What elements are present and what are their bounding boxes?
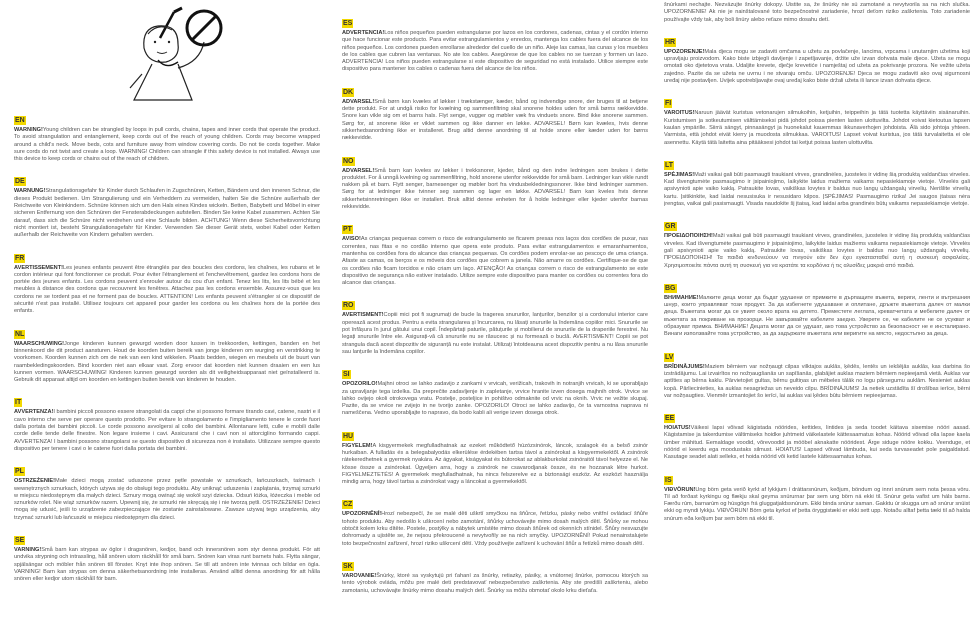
warning-section-gr <box>664 215 970 269</box>
warning-body: Små børn kan kvæles af løkker i trækstænger, kæder, bånd og indvendige snore, der bruges til at betjene dette produkt. For at undgå risiko for kvælning og sammenfiltring skal snorene holdes uden for små børns rækkevidde. Snore kan vikle sig om et barns hals. Flyt senge, vugger og møbler væk fra vinduets snore. Bind ikke snorene sammen. Sørg for, at snorene ikke er viklet sammen og ikke danner en løkke. ADVARSEL! Børn kan kvæles, hvis denne sikkerhedsanordning ikke er installeret. Brug altid denne anordning til at holde snore eller kæder uden for børns rækkevidde. <box>342 98 648 142</box>
language-code-badge: BG <box>665 284 676 292</box>
language-code-badge: NL <box>15 330 25 338</box>
warning-text <box>14 265 320 316</box>
warning-body: Små barn kan strypas av öglor i dragsnören, kedjor, band och innersnören som styr denna produkt. För att undvika strypning och intrassling, håll snören utom räckhåll för små barn. Snören kan viras runt barnets hals. Flytta sängar, spjälsängar och möbler från snören till fönster. Knyt inte ihop snören. Se till att snören inte tvinnas och bildar en ögla. VARNING! Barn kan strypas om denna säkerhetsanordning inte installeras. Använd alltid denna anordning för att hålla snören eller kedjor utom räckhåll för barn. <box>14 546 320 583</box>
language-code-badge: IS <box>665 476 672 484</box>
warning-keyword: WAARSCHUWING! <box>14 340 65 347</box>
warning-body: Jonge kinderen kunnen gewurgd worden door lussen in trekkoorden, kettingen, banden en het binnenkoord die dit product aansturen. Houd de koorden buiten bereik van jonge kinderen om wurging en verstrikking te voorkomen. Koorden kunnen zich om de nek van een kind wikkelen. Plaats bedden, wiegen en meubels uit de buurt van raambekledingskoorden. Bind koorden niet aan elkaar vast. Zorg ervoor dat koorden niet kunnen draaien en een lus kunnen vormen. WAARSCHUWING! Kinderen kunnen gewurgd worden als dit veiligheidsapparaat niet geïnstalleerd is. Gebruik dit apparaat altijd om koorden en kettingen buiten bereik van kinderen te houden. <box>14 340 320 384</box>
warning-keyword: FIGYELEM! <box>342 442 373 449</box>
warning-text <box>14 188 320 239</box>
warning-body: Los niños pequeños pueden estrangularse por lazos en los cordones, cadenas, cintas y el cordón interno que hace funcionar este producto. Para evitar estrangulamientos y enredos, mantenga los cables fuera del alcance de los niños pequeños. Los cordones pueden enrollarse alrededor del cuello de un niño. Aleje las camas, las cunas y los muebles de los cables que cubren las ventanas. No ate los cables. Asegúrese de que los cables no se tuerzan y formen un lazo. ADVERTENCIA! Los niños pueden estrangularse si este dispositivo de seguridad no está instalado. Utilice siempre este dispositivo para mantener los cables o cadenas fuera del alcance de los niños. <box>342 30 648 73</box>
warning-body: Šnúrky, ktoré sa vyskytujú pri ťahaní za šnúrky, retiazky, pásiky, a vnútornej šnúrke, pomocou ktorých sa tento výrobok ovláda, môžu pre malé deti predstavovať nebezpečenstvo zaškrtenia. Aby ste predišli zaškrteniu, alebo zamotaniu, uchovávajte šnúrky mimo dosahu malých detí. Šnúrky sa môžu obmotať okolo krku dieťaťa. <box>342 572 648 594</box>
warning-keyword: AVVERTENZA! <box>14 409 54 416</box>
warning-body: Maži vaikai gali būti pasmaugti traukiant virves, grandinėles, juosteles ir vidinę šią produktą valdančias virveles. Kad išvengtumėte pasmaugimo ir įsipainiojimo, laikykite laidus mažiems vaikams nepasiekiamoje vietoje. Virvelės gali apsivynioti apie vaiko kaklą. Patraukite lovas, vaikiškas lovytes ir baldus nuo langų uždangalų virvelių. ΠΡΟΕΙΔΟΠΟΙΗΣΗ! Τα παιδιά κινδυνεύουν να πνιγούν εάν δεν έχει εγκατασταθεί αυτή η συσκευή ασφαλείας. Χρησιμοποιείτε πάντα αυτή τη συσκευή για να κρατάτε τα κορδόνια ή τις αλυσίδες μακριά από παιδιά. <box>664 233 970 269</box>
language-code-badge: EN <box>15 117 25 124</box>
warning-section-is <box>664 469 970 523</box>
warning-keyword: AVERTISMENT! <box>342 312 384 319</box>
warning-keyword: AVERTISSEMENT! <box>14 264 63 271</box>
warning-text <box>14 478 320 522</box>
language-code-badge: SI <box>343 371 350 379</box>
language-code-badge: CZ <box>343 501 353 509</box>
warning-text <box>342 443 648 487</box>
warning-text <box>14 341 320 385</box>
warning-body: Малките деца могат да бъдат удушени от примките в дърпащите въжета, вериги, ленти и вътрешния шнур, които управляват този продукт. За да избегнете удушаване и оплитане, дръжте въжетата далеч от малки деца. Въжетата могат да се увият около врата на детето. Преместете леглата, креватчетата и мебелите далеч от въжетата за покриване на прозорци. Не завързвайте кабелите заедно. Уверете се, че кабелите не се усукват и образуват примка. ВНИМАНИЕ! Децата могат да се удушат, ако това устройство за безопасност не е инсталирано. Винаги използвайте това устройство, за да задържате въжетата или веригите на място, недостъпно за деца. <box>664 294 970 338</box>
warning-body: Naruun jäävät kuristua vetonarujen silmukoihin, ketjuihin, teippeihin ja tätä tuotetta käyttäviin sisänaruihin. Kuristumisen ja sotkeutumisen välttämiseksi pidä johdot poissa pienten lasten ulottuvilta. Johdot voivat kietoutua lapsen kaulan ympärille. Siirrä sängyt, pinnasängyt ja huonekalut kauemmas ikkunaverhojen johdoista. Älä sido johtoja yhteen. Varmista, että johdot eivät kierry ja muodosta silmukkaa. VAROITUS! Lapset voivat kuristua, jos tätä turvalaitetta ei ole asennettu. Käytä tätä laitetta aina pitääksesi johdot tai ketjut poissa lasten ulottuvilta. <box>664 110 970 146</box>
warning-body: A kisgyermekek megfulladhatnak az ezeket működtető húzózsinórok, láncok, szalagok és a belső zsinór hurkaiban. A fulladás és a belegabalyodás elkerülése érdekében tartsa távol a zsinórokat a kisgyermekektől. A zsinórok rátekeredhetnek a gyermek nyakára. Az ágyakat, kiságyakat és bútorokat az ablakburkolat zsinóraitól távol helyezze el. Ne kösse össze a zsinórokat. Ügyeljen arra, hogy a zsinórok ne csavarodjanak össze, és ne hozzanak létre hurkot. FIGYELMEZTETÉS! A gyermekek megfulladhatnak, ha nincs felszerelve ez a biztonsági eszköz. Az eszközt használja mindig arra, hogy távol tartsa a zsinórokat vagy a láncokat a gyermekektől. <box>342 442 648 486</box>
language-code-badge: SE <box>15 536 25 544</box>
warning-section-pl <box>14 460 320 522</box>
warning-section-sk <box>342 555 648 595</box>
language-code-badge: PL <box>15 468 24 476</box>
warning-body: Les jeunes enfants peuvent être étranglés par des boucles des cordons, les chaînes, les rubans et le cordon intérieur qui font fonctionner ce produit. Pour éviter l'étranglement et l'enchevêtrement, gardez les cordons hors de portée des jeunes enfants. Les cordons peuvent s'enrouler autour du cou d'un enfant. Tenez les lits, les lits bébé et les meubles à distance des cordons que recouvrent les fenêtres. Attachez pas les cordons ensemble. Assurez-vous que les cordons ne se tordent pas et ne forment pas de boucles. ATTENTION! Les enfants peuvent s'étrangler si ce dispositif de sécurité n'est pas installé. Utilisez toujours cet appareil pour garder les cordons ou les chaînes hors de la portée des enfants. <box>14 264 320 315</box>
warning-keyword: SPĖJIMAS! <box>664 171 695 178</box>
language-code-badge: GR <box>665 223 676 231</box>
language-code-badge: LV <box>665 353 674 361</box>
leaflet-column-1 <box>14 0 320 590</box>
warning-section-lt <box>664 154 970 208</box>
language-code-badge: FI <box>665 100 672 108</box>
warning-keyword: ΠΡΟΕΙΔΟΠΟΙΗΣΗ! <box>664 233 713 240</box>
warning-section-fi <box>664 92 970 146</box>
warning-keyword: HOIATUS! <box>664 425 691 432</box>
warning-section-pt <box>342 218 648 287</box>
warning-keyword: WARNING! <box>14 127 43 133</box>
warning-text <box>664 295 970 339</box>
warning-body: Mala djeca mogu se zadaviti omčama u užetu za povlačenje, lancima, vrpcama i unutarnjim užetima koji upravljaju proizvodom. Kako biste izbjegli davljenje i zapetljavanje, držite uže izvan dohvata male djece. Užeta se mogu omotati oko djetetova vrata. Udaljite krevete, dječje krevetiće i namještaj od užeta za pokrivanje prozora. Ne vežite užeta zajedno. Pazite da se užeta ne uvrnu i ne stvaraju omču. UPOZORENJE! Djeca se mogu zadaviti ako ovaj sigurnosni uređaj nije postavljen. Uvijek upotrebljavajte ovaj uređaj kako biste držali užeta ili lance izvan dohvata djece. <box>664 48 970 85</box>
warning-body: Väikesi lapsi võivad kägistada nöörides, kettides, lintides ja seda toodet käitava sisemise nööri aasad. Kägistamise ja takerdumise vältimiseks hoidke juhtmeid väikelastele kättesaamatus kohas. Nöörid võivad olla lapse kaela ümber mähitud. Eemaldage voodid, võrevoodid ja mööbel aknakatte nööridest. Ärge siduge nööre kokku. Veenduge, et nöörid ei keerdu ega moodustaks silmust. HOIATUS! Lapsed võivad lämbuda, kui seda turvaseadet pole paigaldatud. Kasutage seadet alati selleks, et hoida nöörid või ketid lastele kättesaamatus kohas. <box>664 425 970 461</box>
warning-section-it <box>14 391 320 453</box>
warning-text <box>342 30 648 74</box>
warning-body: Małe dzieci mogą zostać uduszone przez pętle powstałe w sznurkach, łańcuszkach, taśmach i wewnętrznych sznurkach, których używa się do obsługi tego produktu. Aby uniknąć uduszenia i zaplątania, trzymaj sznurki w miejscu niedostępnym dla małych dzieci. Sznury mogą owinąć się wokół szyi dziecka. Odsuń łóżka, łóżeczka i meble od sznurków rolet. Nie wiąż sznurków razem. Upewnij się, że sznurki nie skręcają się i nie tworzą pętli. OSTRZEŻENIE! Dzieci mogą się udusić, jeśli to urządzenie zabezpieczające nie zostanie zainstalowane. Zawsze używaj tego urządzenia, aby trzymać sznurki lub łańcuszki w miejscu niedostępnym dla dzieci. <box>14 478 320 521</box>
warning-keyword: ВНИМАНИЕ! <box>664 294 699 301</box>
warning-section-ro <box>342 294 648 356</box>
leaflet-column-3 <box>664 2 970 530</box>
warning-keyword: UPOZORENJE! <box>664 48 705 55</box>
warning-section-bg <box>664 277 970 339</box>
warning-text <box>342 573 648 595</box>
warning-body: Majhni otroci se lahko zadavijo z zankami v vrvicah, verižicah, trakovih in notranjih vrvicah, ki se uporabljajo za upravljanje tega izdelka. Da preprečite zadavljenje in zapletanje, vrvice hranite izven dosega majhnih otrok. Vrvice se lahko ovijejo okoli otrokovega vratu. Postelje, posteljice in pohištvo odmaknite od vrvic na oknih. Vrvic ne vežite skupaj. Pazite, da se vrvice ne zvijejo in ne tvorijo zanke. OPOZORILO! Otroci se lahko zadavijo, če ta varnostna naprava ni nameščena. Vedno uporabljajte to napravo, da bodo kabli ali verige izven dosega otrok. <box>342 381 648 417</box>
warning-section-ee <box>664 407 970 461</box>
warning-keyword: WARNUNG! <box>14 188 46 195</box>
warning-section-de <box>14 170 320 239</box>
warning-text <box>14 547 320 583</box>
warning-body: As crianças pequenas correm o risco de estrangulamento se ficarem presas nos laços dos cordões de puxar, nas correntes, nas fitas e no cordão interno que opera este produto. Para evitar estrangulamentos e emaranhamentos, mantenha os cordões fora do alcance das crianças pequenas. Os cordões podem enrolar-se ao pescoço de uma criança. Afaste as camas, os berços e os móveis dos cordões que cobrem a janela. Não amarre os cordões. Certifique-se de que os cordões não ficam torcidos e não criam um laço. ATENÇÃO! As crianças correm o risco de estrangulamento se este dispositivo de segurança não estiver instalado. Utilize sempre este dispositivo para manter os cordões ou correntes fora do alcance das crianças. <box>342 236 648 287</box>
warning-keyword: OSTRZEŻENIE! <box>14 478 56 485</box>
warning-text <box>342 99 648 143</box>
warning-section-dk <box>342 81 648 143</box>
warning-text <box>342 381 648 417</box>
warning-body: Maziem bērniem var nožņaugt cilpas vilktajos auklās, ķēdēs, lentēs un iekšējās auklās, kas darbina šo izstrādājumu. Lai izvairītos no nožņaugšanās un sapīšanās, glabājiet auklas maziem bērniem nepieejamā vietā. Auklas var aptīties ap bērna kaklu. Pārvietojiet gultas, bērnu gultiņas un mēbeles tālāk no logu pārsegumu auklām. Nesieniet auklas kopā. Pārliecinieties, ka auklas nesagriežas un neveido cilpu. BRĪDINĀJUMS! Ja netiek uzstādīta šī drošības ierīce, bērni var nožņaugties. Vienmēr izmantojiet šo ierīci, lai auklas vai ķēdes būtu bērniem nepieejamas. <box>664 363 970 399</box>
language-code-badge: IT <box>15 399 22 407</box>
language-code-badge: DE <box>15 178 25 186</box>
language-code-badge: PT <box>343 226 352 234</box>
language-code-badge: EE <box>665 415 675 423</box>
warning-keyword: AVISO! <box>342 236 361 243</box>
warning-keyword: VAROVANIE! <box>342 572 377 579</box>
warning-text <box>342 236 648 287</box>
language-code-badge: HR <box>665 38 676 46</box>
warning-keyword: VARNING! <box>14 546 42 553</box>
warning-body: Maži vaikai gali būti pasmaugti traukiant virves, grandinėles, juosteles ir vidinę šią produktą valdančias virveles. Kad išvengtumėte pasmaugimo ir įsipainiojimo, laikykite laidus mažiems vaikams nepasiekiamoje vietoje. Virvelės gali apsivynioti apie vaiko kaklą. Patraukite lovas, vaikiškas lovytes ir baldus nuo langų uždangalų virvelių. Nerišlite virvelių kartu. Įsitikinkite, kad laidai nesusisuka ir nesusidaro kilpos. ĮSPĖJIMAS! Pasmaugimo rizika! Jei saugos įtaisas nėra įrengtas, vaikai gali pasismaugti. Visada naudokite šį įtaisą, kad laidai arba grandinės būtų vaikams nepasiekiamoje vietoje. <box>664 171 970 208</box>
warning-keyword: UPOZORNĚNÍ! <box>342 511 382 518</box>
warning-body: Young children can be strangled by loops in pull cords, chains, tapes and inner cords that operate the product. To avoid strangulation and entanglement, keep cords out of the reach of young children. Cords may become wrapped around a child's neck. Move beds, cots and furniture away from window covering cords. Do not tie cords together. Make sure cords do not twist and create a loop. WARNING! Children can strangle if this safety device is not installed. Always use this device to keep cords or chains out of the reach of children. <box>14 127 320 163</box>
warning-keyword: ADVERTENCIA! <box>342 30 385 36</box>
warning-section-en <box>14 109 320 163</box>
warning-text <box>14 127 320 163</box>
warning-body: Copiii mici pot fi sugrumați de bucle la tragerea snururilor, lanțurilor, benzilor și a cordonului interior care operează acest produs. Pentru a evita strangularea și încurcarea, nu lăsați snururile la îndemâna copiilor mici. Snururile se pot înfășura în jurul gâtului unui copil. Îndepărtați paturile, pătuțurile și mobilierul de snururile de la draperiile ferestrei. Nu legați snururile între ele. Asigurați-vă că snururile nu se răsucesc și nu formează o buclă. AVERTISMENT! Copiii se pot strangula dacă acest dispozitiv de siguranță nu este instalat. Utilizați întotdeauna acest dispozitiv pentru a nu lăsa snururile sau lanțurile la îndemâna copiilor. <box>342 312 648 355</box>
warning-section-es <box>342 12 648 74</box>
leaflet-column-2 <box>342 12 648 602</box>
language-code-badge: RO <box>343 302 354 310</box>
warning-text <box>342 168 648 212</box>
warning-text <box>664 425 970 461</box>
language-code-badge: HU <box>343 432 354 440</box>
warning-section-si <box>342 363 648 417</box>
warning-text <box>664 49 970 85</box>
warning-section-nl <box>14 323 320 385</box>
warning-text <box>342 312 648 356</box>
warning-section-cz <box>342 493 648 547</box>
warning-section-hr <box>664 31 970 85</box>
warning-keyword: VIÐVÖRUN! <box>664 486 696 493</box>
warning-section-fr <box>14 247 320 316</box>
warning-body: Små barn kan kveles av løkker i trekksnorer, kjeder, bånd og den indre ledningen som brukes i dette produktet. For å unngå kvelning og sammenfiltring, hold snorene utenfor rekkevidde for små barn. Ledninger kan vikle rundt nakken på et barn. Flytt senger, barnesenger og møbler bort fra vindusbekledningssnorer. Ikke bind ledninger sammen. Sørg for at ledninger ikke tvinner seg sammen og lager en løkke. ADVARSEL! Barn kan kveles hvis denne sikkerhetsinnretningen ikke er installert. Bruk alltid denne enheten for å holde ledninger eller kjeder utenfor barnas rekkevidde. <box>342 167 648 211</box>
warning-keyword: BRĪDINĀJUMS! <box>664 363 705 370</box>
language-code-badge: ES <box>343 20 353 27</box>
language-code-badge: NO <box>343 157 354 165</box>
warning-keyword: OPOZORILO! <box>342 381 378 388</box>
warning-body: Strangulationsgefahr für Kinder durch Schlaufen in Zugschnüren, Ketten, Bändern und den inneren Schnur, die dieses Produkt bedienen. Um Strangulierung und ein Verheddern zu vermeiden, halten Sie die Schnüre außerhalb der Reichweite von Kleinkindern. Schnüre können sich um den Hals eines Kindes wickeln. Betten, Babybett und Möbel in einer sicheren Entfernung von den Schnüren der Fensterabdeckungen aufstellen. Binden Sie keine Kabel zusammen. Achten Sie darauf, dass sich die Schnüre nicht verdrehen und eine Schlaufe bilden. ACHTUNG! Wenn diese Sicherheitsvorrichtung nicht montiert ist, besteht Strangulationsgefahr für Kinder. Verwenden Sie dieser Gerät stets, wobei Kabel oder Ketten außerhalb der Reichweite von Kindern gehalten werden. <box>14 188 320 239</box>
warning-text <box>664 487 970 523</box>
warning-keyword: ADVARSEL! <box>342 98 375 105</box>
warning-section-hu <box>342 425 648 487</box>
warning-text <box>664 233 970 269</box>
child-with-cord-warning-icon <box>122 4 272 104</box>
warning-text <box>664 172 970 208</box>
warning-text <box>342 511 648 547</box>
warning-section-no <box>342 150 648 212</box>
language-code-badge: LT <box>665 161 674 169</box>
warning-text <box>664 2 970 24</box>
warning-body: Hrozí nebezpečí, že se malé děti uškrtí smyčkou na šňůrce, řetízku, pásky nebo vnitřní ovládací šňůře tohoto produktu. Aby nedošlo k uškrcení nebo zamotání, šňůrky uchovávejte mimo dosah malých dětí. Šňůrky se mohou obtočit kolem krku dítěte. Postele, postýlky a nábytek umístěte mimo dosah šňůrek od okenních stínidel. Šňůry nesvazujte dohromady a ujistěte se, že nejsou překroucené a nevytvořily se na nich smyčky. UPOZORNĚNÍ! Pokud nenainstalujete toto bezpečnostní zařízení, hrozí riziko uškrcení dětí. Vždy používejte zařízení k uchování šňůr a řetízků mimo dosah dětí. <box>342 511 648 547</box>
warning-text <box>664 364 970 400</box>
warning-body: šnúrkami nechajte. Nezväzujte šnúrky dokopy. Uistite sa, že šnúrky nie sú zamotané a nevytvorila sa na nich slučka. UPOZORNENIE! Ak nie je nainštalované toto bezpečnostné zariadenie, hrozí deťom riziko zaškrtenia. Toto zariadenie používajte vždy tak, aby boli šnúry alebo reťaze mimo dosahu detí. <box>664 2 970 23</box>
warning-section-se <box>14 529 320 583</box>
warning-keyword: ADVARSEL! <box>342 167 375 174</box>
language-code-badge: DK <box>343 88 354 96</box>
warning-text <box>664 110 970 146</box>
warning-text <box>14 409 320 453</box>
warning-body: Ung börn geta verið kyrkt af lykkjum í dráttarsnúrum, keðjum, böndum og innri snúrum sem nota þessa vöru. Til að forðast kyrkingu og flækju skal geyma snúrurnar þar sem ung börn ná ekki til. Snúrur geta vafist um háls barns. Færðu rúm, barnarúm og húsgögn frá gluggatjaldssnúrum. Ekki binda snúrur saman. Gakktu úr skugga um að snúrur snúist ekki og myndi lykkju. VIÐVÖRUN! Börn geta kyrkst ef þetta öryggistæki er ekki sett upp. Notaðu alltaf þetta tæki til að halda snúrum eða keðjum þar sem börn ná ekki til. <box>664 486 970 522</box>
language-code-badge: FR <box>15 254 25 262</box>
warning-keyword: VAROITUS! <box>664 110 695 117</box>
warning-body: I bambini piccoli possono essere strangolati da cappi che si possono formare tirando cavi, catene, nastri e il cavo interno che serve per operare questo prodotto. Per evitare lo strangolamento e l'impigliamento tenere le corde fuori dalla portata dei bambini piccoli. Le corde possono avvolgersi al collo dei bambini. Allontanare letti, culle e mobili dalle corde delle tende delle finestre. Non legare insieme i cavi. Assicurarsi che i cavi non si attorciglino formando cappi. AVVERTENZA! I bambini possono strangolarsi se questo dispositivo di sicurezza non è installato. Utilizzare sempre questo dispositivo per tenere i cavi o le catene fuori dalla portata dei bambini. <box>14 409 320 452</box>
warning-section-continued <box>664 2 970 24</box>
language-code-badge: SK <box>343 562 353 570</box>
warning-section-lv <box>664 346 970 400</box>
